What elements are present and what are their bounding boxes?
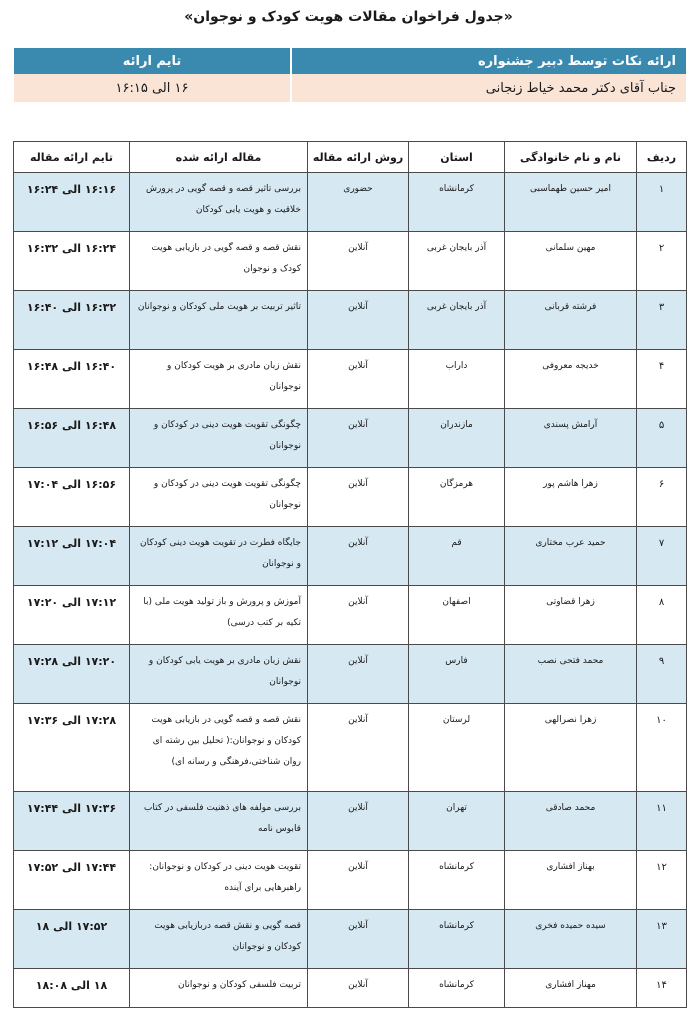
cell-no: ۴ [637, 350, 687, 409]
header-no: ردیف [637, 142, 687, 173]
cell-province: لرستان [409, 704, 505, 792]
cell-time: ۱۶:۱۶ الی ۱۶:۲۴ [14, 173, 130, 232]
cell-no: ۶ [637, 468, 687, 527]
cell-province: قم [409, 527, 505, 586]
cell-method: آنلاین [308, 350, 409, 409]
cell-title: چگونگی تقویت هویت دینی در کودکان و نوجوانان [130, 409, 308, 468]
table-row [14, 350, 687, 409]
cell-method: آنلاین [308, 645, 409, 704]
cell-name: زهرا قضاوتی [505, 586, 637, 645]
cell-method: آنلاین [308, 704, 409, 792]
cell-time: ۱۷:۲۰ الی ۱۷:۲۸ [14, 645, 130, 704]
cell-name: فرشته قربانی [505, 291, 637, 350]
cell-province: آذر بایجان غربی [409, 232, 505, 291]
cell-name: امیر حسین طهماسبی [505, 173, 637, 232]
cell-title: بررسی تاثیر قصه و قصه گویی در پرورش خلاقیت و هویت یابی کودکان [130, 173, 308, 232]
cell-method: آنلاین [308, 232, 409, 291]
cell-province: مازندران [409, 409, 505, 468]
cell-no: ۱۲ [637, 851, 687, 910]
cell-no: ۲ [637, 232, 687, 291]
cell-title: قصه گویی و نقش قصه دربازیابی هویت کودکان و نوجوانان [130, 910, 308, 969]
header-province: استان [409, 142, 505, 173]
header-time: تایم ارائه مقاله [14, 142, 130, 173]
cell-time: ۱۷:۲۸ الی ۱۷:۳۶ [14, 704, 130, 792]
cell-method: آنلاین [308, 409, 409, 468]
table-row [14, 232, 687, 291]
cell-method: حضوری [308, 173, 409, 232]
cell-province: کرمانشاه [409, 173, 505, 232]
cell-method: آنلاین [308, 910, 409, 969]
cell-name: مهناز افشاری [505, 969, 637, 1008]
cell-no: ۳ [637, 291, 687, 350]
cell-time: ۱۷:۵۲ الی ۱۸ [14, 910, 130, 969]
cell-title: تربیت فلسفی کودکان و نوجوانان [130, 969, 308, 1008]
cell-name: بهناز افشاری [505, 851, 637, 910]
cell-name: حمید عرب مختاری [505, 527, 637, 586]
cell-method: آنلاین [308, 792, 409, 851]
cell-no: ۱۰ [637, 704, 687, 792]
cell-name: آرامش پسندی [505, 409, 637, 468]
cell-no: ۱۱ [637, 792, 687, 851]
cell-method: آنلاین [308, 586, 409, 645]
table-header-row [14, 142, 687, 173]
cell-time: ۱۷:۱۲ الی ۱۷:۲۰ [14, 586, 130, 645]
cell-title: نقش قصه و قصه گویی در بازیابی هویت کودکان و نوجوانان:( تحلیل بین رشته ای روان شناختی،فرهنگی و رسانه ای) [130, 704, 308, 792]
cell-method: آنلاین [308, 527, 409, 586]
cell-title: جایگاه فطرت در تقویت هویت دینی کودکان و نوجوانان [130, 527, 308, 586]
cell-province: کرمانشاه [409, 969, 505, 1008]
cell-method: آنلاین [308, 291, 409, 350]
table-row [14, 409, 687, 468]
cell-title: آموزش و پرورش و باز تولید هویت ملی (با تکیه بر کتب درسی) [130, 586, 308, 645]
cell-title: بررسی مولفه های ذهنیت فلسفی در کتاب قابوس نامه [130, 792, 308, 851]
cell-time: ۱۸ الی ۱۸:۰۸ [14, 969, 130, 1008]
cell-method: آنلاین [308, 851, 409, 910]
cell-no: ۸ [637, 586, 687, 645]
table-row [14, 468, 687, 527]
cell-method: آنلاین [308, 969, 409, 1008]
table-row [14, 586, 687, 645]
cell-no: ۱ [637, 173, 687, 232]
cell-no: ۱۴ [637, 969, 687, 1008]
cell-time: ۱۶:۴۸ الی ۱۶:۵۶ [14, 409, 130, 468]
cell-title: چگونگی تقویت هویت دینی در کودکان و نوجوانان [130, 468, 308, 527]
banner-host-value: جناب آقای دکتر محمد خیاط زنجانی [291, 74, 686, 102]
cell-time: ۱۷:۰۴ الی ۱۷:۱۲ [14, 527, 130, 586]
page-title: «جدول فراخوان مقالات هویت کودک و نوجوان» [184, 9, 513, 25]
host-banner [14, 48, 686, 102]
cell-title: نقش زبان مادری بر هویت یابی کودکان و نوجوانان [130, 645, 308, 704]
cell-no: ۷ [637, 527, 687, 586]
table-row [14, 173, 687, 232]
cell-province: اصفهان [409, 586, 505, 645]
header-title: مقاله ارائه شده [130, 142, 308, 173]
table-row [14, 851, 687, 910]
cell-title: تقویت هویت دینی در کودکان و نوجوانان: راهبرهایی برای آینده [130, 851, 308, 910]
cell-time: ۱۶:۲۴ الی ۱۶:۳۲ [14, 232, 130, 291]
cell-no: ۹ [637, 645, 687, 704]
cell-time: ۱۶:۳۲ الی ۱۶:۴۰ [14, 291, 130, 350]
cell-no: ۵ [637, 409, 687, 468]
cell-province: هرمزگان [409, 468, 505, 527]
cell-name: خدیجه معروفی [505, 350, 637, 409]
banner-time-header: تایم ارائه [14, 48, 291, 74]
cell-name: سیده حمیده فخری [505, 910, 637, 969]
table-row [14, 527, 687, 586]
cell-no: ۱۳ [637, 910, 687, 969]
table-row [14, 969, 687, 1008]
table-row [14, 910, 687, 969]
header-method: روش ارائه مقاله [308, 142, 409, 173]
table-row [14, 645, 687, 704]
cell-time: ۱۶:۴۰ الی ۱۶:۴۸ [14, 350, 130, 409]
cell-name: زهرا هاشم پور [505, 468, 637, 527]
cell-province: فارس [409, 645, 505, 704]
cell-province: کرمانشاه [409, 851, 505, 910]
cell-title: نقش زبان مادری بر هویت کودکان و نوجوانان [130, 350, 308, 409]
cell-title: نقش قصه و قصه گویی در بازیابی هویت کودک و نوجوان [130, 232, 308, 291]
cell-name: محمد صادقی [505, 792, 637, 851]
cell-title: تاثیر تربیت بر هویت ملی کودکان و نوجوانان [130, 291, 308, 350]
table-row [14, 704, 687, 792]
cell-method: آنلاین [308, 468, 409, 527]
cell-name: مهین سلمانی [505, 232, 637, 291]
table-row [14, 291, 687, 350]
cell-time: ۱۷:۴۴ الی ۱۷:۵۲ [14, 851, 130, 910]
cell-name: محمد فتحی نصب [505, 645, 637, 704]
cell-province: تهران [409, 792, 505, 851]
schedule-table [13, 141, 687, 1008]
cell-province: داراب [409, 350, 505, 409]
banner-host-header: ارائه نکات توسط دبیر جشنواره [291, 48, 686, 74]
cell-time: ۱۷:۳۶ الی ۱۷:۴۴ [14, 792, 130, 851]
cell-province: کرمانشاه [409, 910, 505, 969]
cell-province: آذر بایجان غربی [409, 291, 505, 350]
banner-time-value: ۱۶ الی ۱۶:۱۵ [14, 74, 291, 102]
table-row [14, 792, 687, 851]
cell-name: زهرا نصرالهی [505, 704, 637, 792]
cell-time: ۱۶:۵۶ الی ۱۷:۰۴ [14, 468, 130, 527]
header-name: نام و نام خانوادگی [505, 142, 637, 173]
